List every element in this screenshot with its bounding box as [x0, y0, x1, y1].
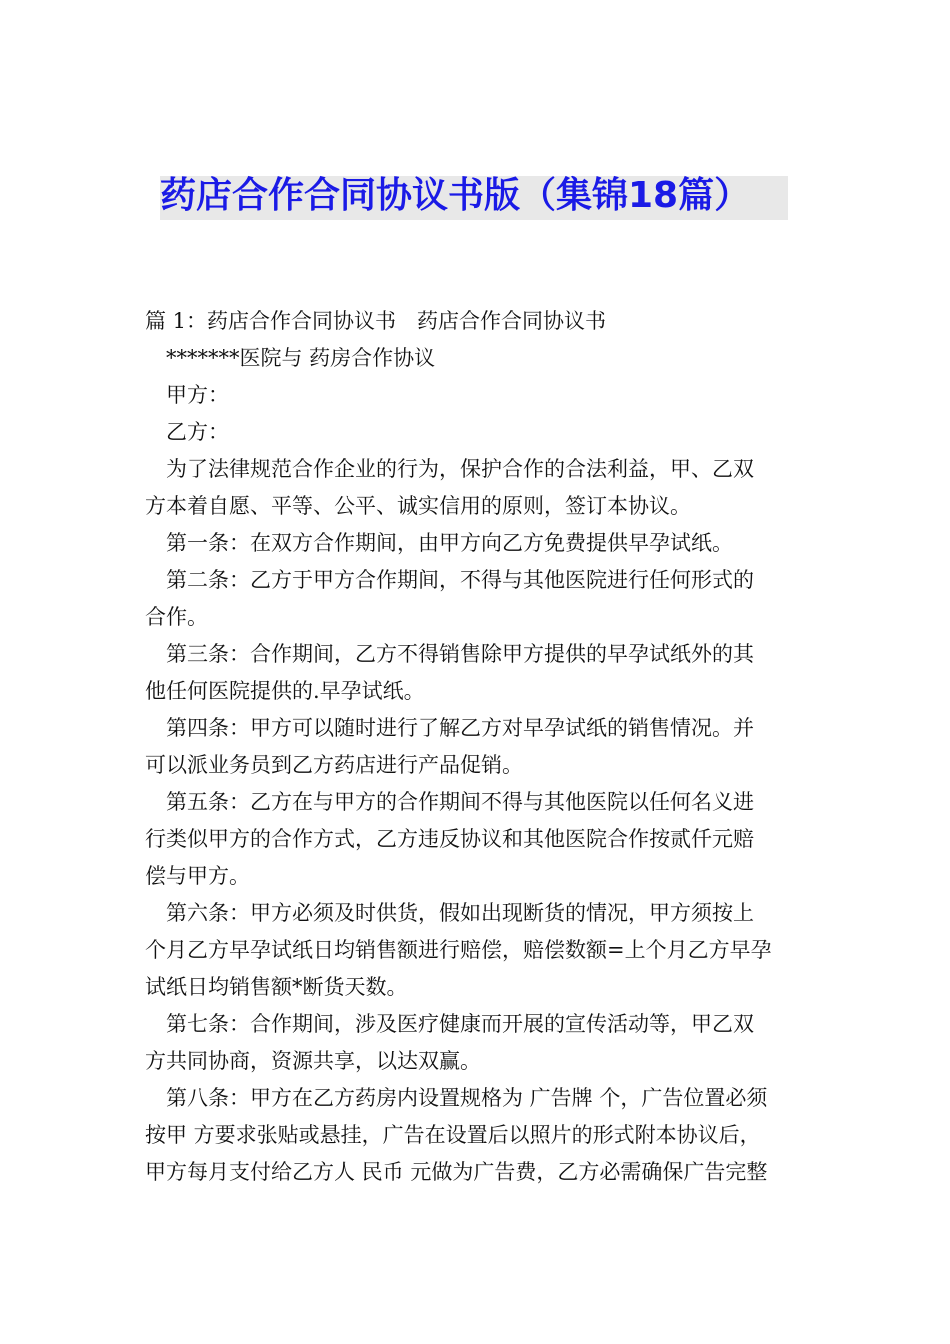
document-line: 甲方： — [166, 383, 229, 407]
document-line: 第三条：合作期间，乙方不得销售除甲方提供的早孕试纸外的其 — [166, 642, 754, 666]
document-line: 个月乙方早孕试纸日均销售额进行赔偿，赔偿数额=上个月乙方早孕 — [145, 938, 772, 962]
document-line: 方共同协商，资源共享，以达双赢。 — [145, 1049, 481, 1073]
document-line: 第八条：甲方在乙方药房内设置规格为 广告牌 个，广告位置必须 — [166, 1086, 768, 1110]
document-body — [145, 303, 810, 1191]
document-line: 第五条：乙方在与甲方的合作期间不得与其他医院以任何名义进 — [166, 790, 754, 814]
document-line: 第七条：合作期间，涉及医疗健康而开展的宣传活动等，甲乙双 — [166, 1012, 754, 1036]
document-line: 试纸日均销售额*断货天数。 — [145, 975, 408, 999]
document-line: 方本着自愿、平等、公平、诚实信用的原则，签订本协议。 — [145, 494, 691, 518]
document-line: 合作。 — [145, 605, 208, 629]
document-line: 他任何医院提供的.早孕试纸。 — [145, 679, 425, 703]
document-line: 甲方每月支付给乙方人 民币 元做为广告费，乙方必需确保广告完整 — [145, 1160, 768, 1184]
document-line: *******医院与 药房合作协议 — [166, 346, 436, 370]
document-line: 第一条：在双方合作期间，由甲方向乙方免费提供早孕试纸。 — [166, 531, 733, 555]
document-line: 篇 1：药店合作合同协议书 药店合作合同协议书 — [145, 309, 607, 333]
document-line: 乙方： — [166, 420, 229, 444]
document-line: 可以派业务员到乙方药店进行产品促销。 — [145, 753, 523, 777]
document-line: 偿与甲方。 — [145, 864, 250, 888]
document-line: 行类似甲方的合作方式，乙方违反协议和其他医院合作按贰仟元赔 — [145, 827, 754, 851]
document-line: 第四条：甲方可以随时进行了解乙方对早孕试纸的销售情况。并 — [166, 716, 754, 740]
document-line: 按甲 方要求张贴或悬挂，广告在设置后以照片的形式附本协议后， — [145, 1123, 761, 1147]
document-line: 第二条：乙方于甲方合作期间，不得与其他医院进行任何形式的 — [166, 568, 754, 592]
document-line: 为了法律规范合作企业的行为，保护合作的合法利益，甲、乙双 — [166, 457, 754, 481]
document-title: 药店合作合同协议书版（集锦18篇） — [160, 175, 751, 216]
document-line: 第六条：甲方必须及时供货，假如出现断货的情况，甲方须按上 — [166, 901, 754, 925]
